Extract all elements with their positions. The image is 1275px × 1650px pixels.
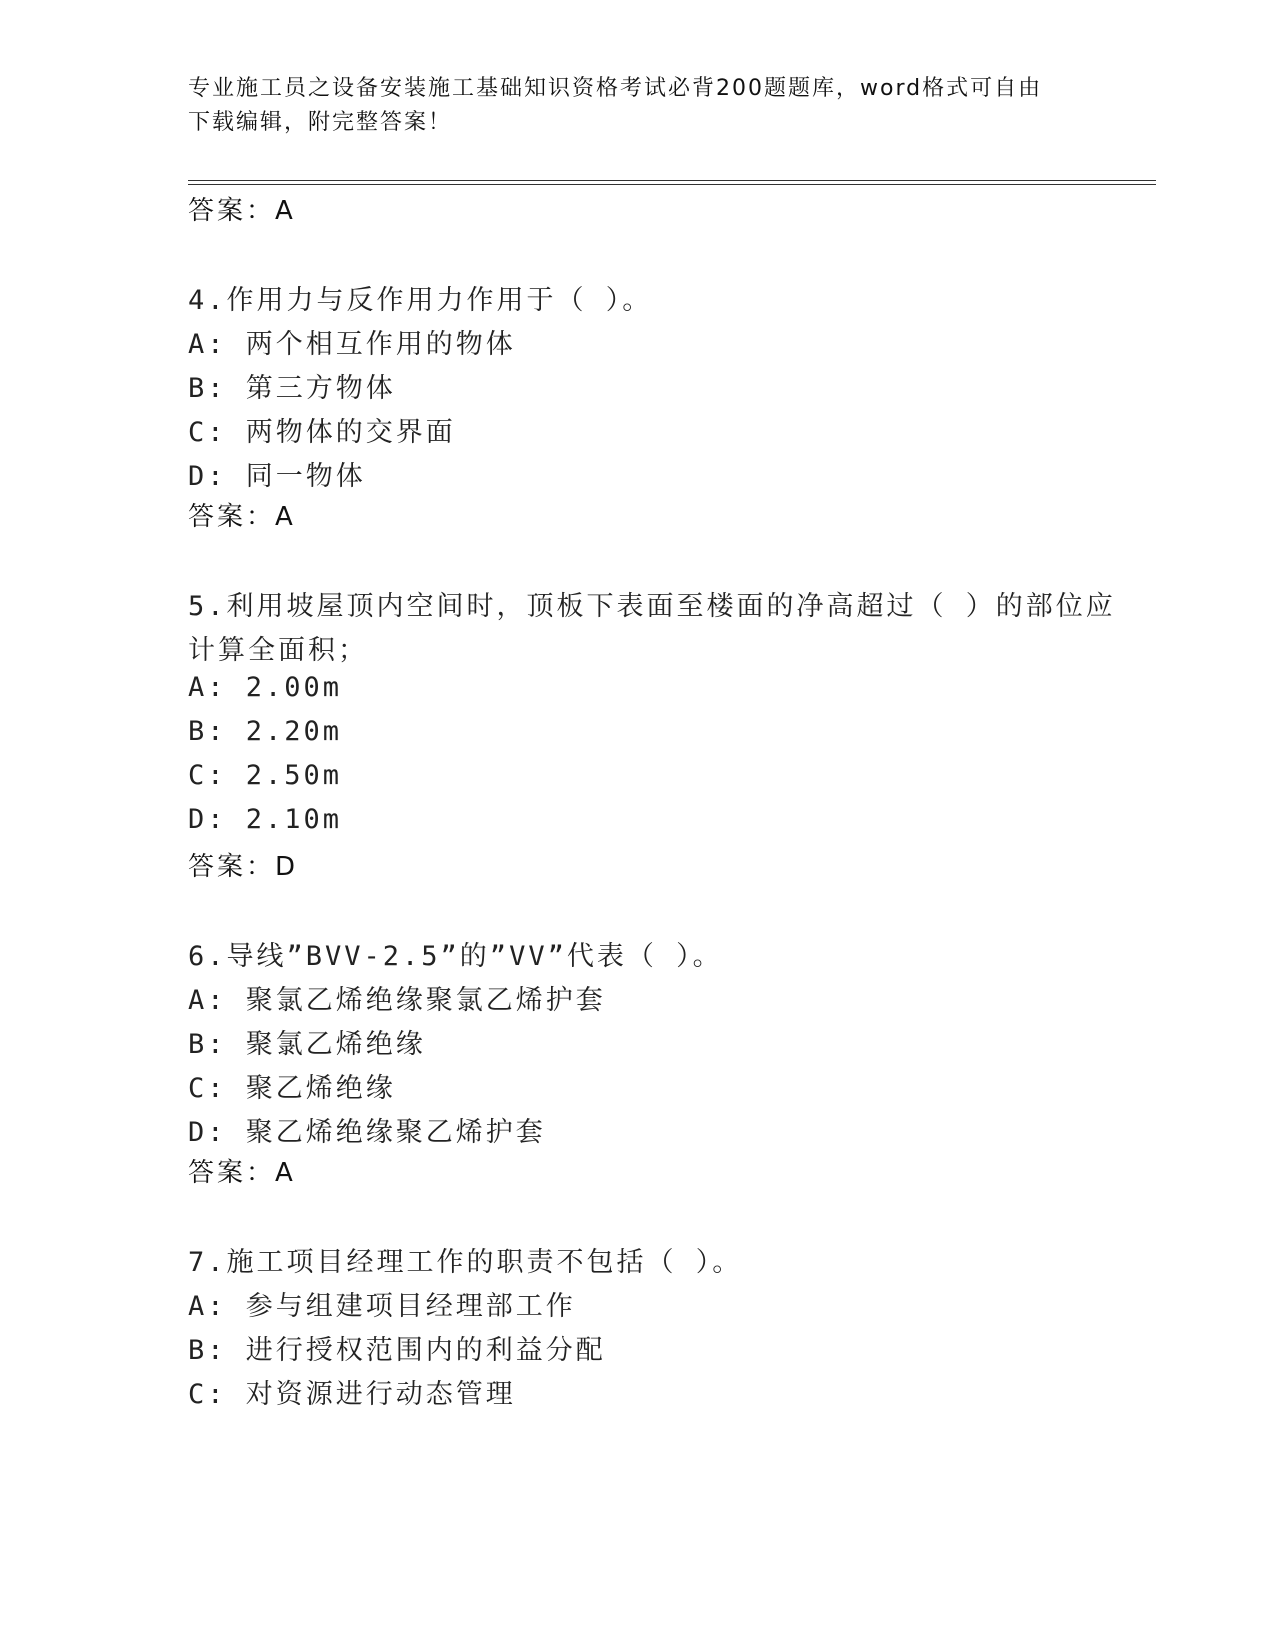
- question-6-stem: 6.导线”BVV-2.5”的”VV”代表（ ）。: [188, 941, 723, 972]
- answer-previous: 答案：A: [188, 196, 296, 226]
- question-7-option-a: A: 参与组建项目经理部工作: [188, 1291, 576, 1322]
- question-4-option-a: A: 两个相互作用的物体: [188, 329, 516, 360]
- question-4-stem: 4.作用力与反作用力作用于（ ）。: [188, 285, 653, 316]
- question-5-option-d: D: 2.10m: [188, 804, 343, 835]
- question-5-answer: 答案：D: [188, 852, 299, 882]
- question-6-option-a: A: 聚氯乙烯绝缘聚氯乙烯护套: [188, 985, 606, 1016]
- question-5-option-b: B: 2.20m: [188, 716, 343, 747]
- question-7-option-c: C: 对资源进行动态管理: [188, 1379, 516, 1410]
- question-4-option-d: D: 同一物体: [188, 461, 366, 492]
- question-5-stem-line-1: 5.利用坡屋顶内空间时，顶板下表面至楼面的净高超过（ ）的部位应: [188, 591, 1116, 622]
- header-line-1: 专业施工员之设备安装施工基础知识资格考试必背200题题库，word格式可自由: [188, 76, 1043, 101]
- question-4-option-b: B: 第三方物体: [188, 373, 396, 404]
- header-line-2: 下载编辑，附完整答案！: [188, 110, 453, 135]
- question-6-option-c: C: 聚乙烯绝缘: [188, 1073, 396, 1104]
- question-6-answer: 答案：A: [188, 1158, 296, 1188]
- header-rule-bottom: [188, 184, 1156, 185]
- question-6-option-d: D: 聚乙烯绝缘聚乙烯护套: [188, 1117, 546, 1148]
- header-rule-top: [188, 180, 1156, 181]
- question-6-option-b: B: 聚氯乙烯绝缘: [188, 1029, 426, 1060]
- document-header: [188, 72, 1088, 140]
- question-4-option-c: C: 两物体的交界面: [188, 417, 456, 448]
- question-5-option-a: A: 2.00m: [188, 672, 343, 703]
- question-5-option-c: C: 2.50m: [188, 760, 343, 791]
- question-7-stem: 7.施工项目经理工作的职责不包括（ ）。: [188, 1247, 743, 1278]
- question-4-answer: 答案：A: [188, 502, 296, 532]
- question-5-stem-line-2: 计算全面积；: [188, 635, 368, 666]
- question-7-option-b: B: 进行授权范围内的利益分配: [188, 1335, 606, 1366]
